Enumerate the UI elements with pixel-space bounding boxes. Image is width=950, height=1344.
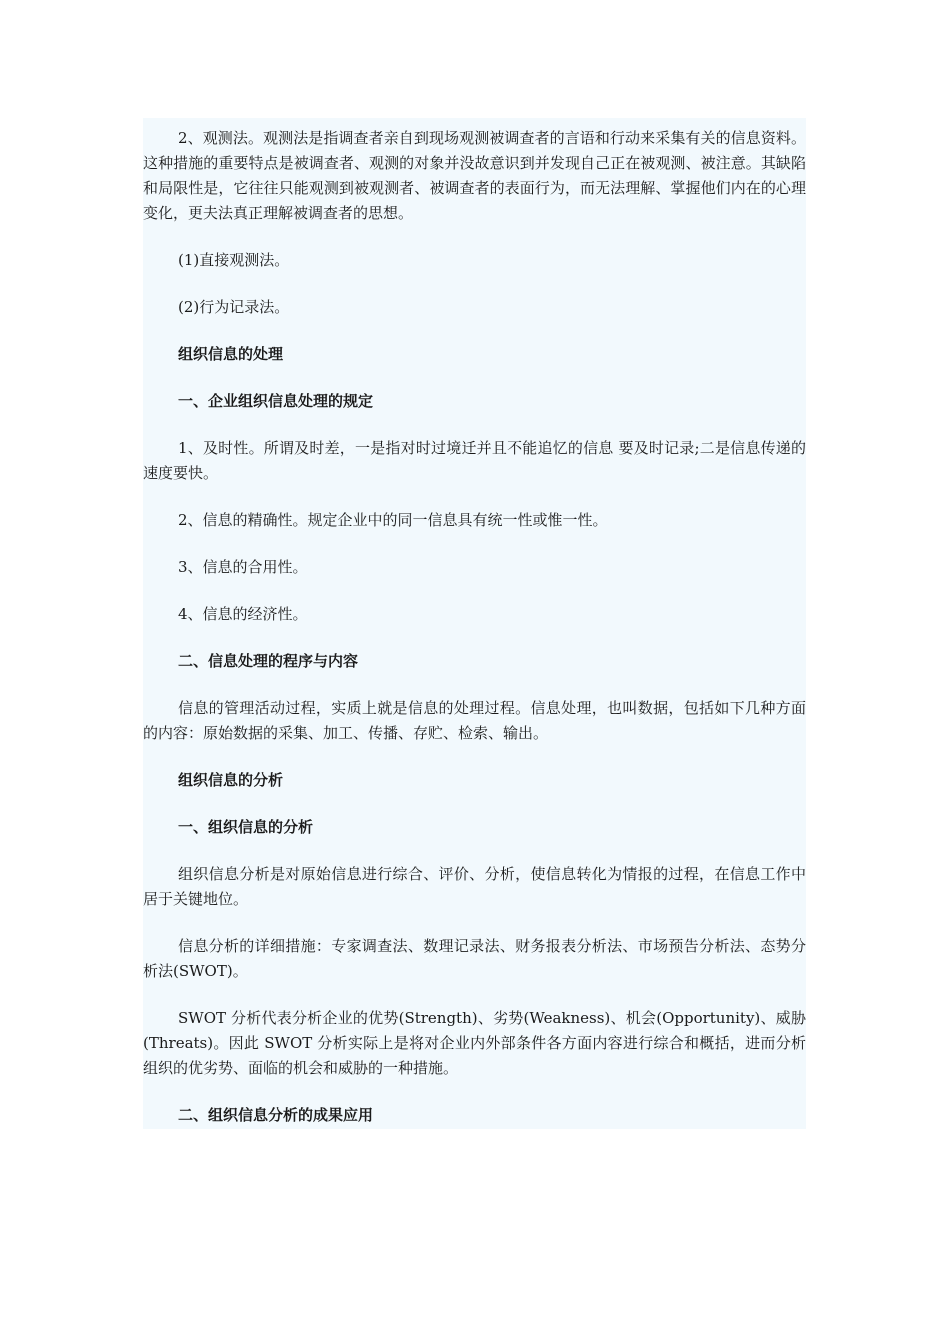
heading-info-processing: 组织信息的处理	[178, 345, 284, 363]
paragraph-analysis-methods: 信息分析的详细措施：专家调查法、数理记录法、财务报表分析法、市场预告分析法、态势分析法(SWOT)。	[143, 937, 806, 980]
heading-processing-procedure: 二、信息处理的程序与内容	[178, 652, 359, 670]
paragraph-management-process: 信息的管理活动过程，实质上就是信息的处理过程。信息处理，也叫数据，包括如下几种方面的内容：原始数据的采集、加工、传播、存贮、检索、输出。	[143, 699, 806, 742]
paragraph-swot: SWOT 分析代表分析企业的优势(Strength)、劣势(Weakness)、机会(Opportunity)、威胁(Threats)。因此 SWOT 分析实际上是将对企业内外部条件各方面内容进行综合和概括，进而分析组织的优劣势、面临的机会和威胁的一种措施。	[143, 1009, 806, 1077]
paragraph-behavior-recording: (2)行为记录法。	[178, 298, 290, 316]
paragraph-observation-method: 2、观测法。观测法是指调查者亲自到现场观测被调查者的言语和行动来采集有关的信息资料。这种措施的重要特点是被调查者、观测的对象并没故意识到并发现自己正在被观测、被注意。其缺陷和局限性是，它往往只能观测到被观测者、被调查者的表面行为，而无法理解、掌握他们内在的心理变化，更夫法真正理解被调查者的思想。	[143, 129, 806, 222]
document-text-block	[143, 118, 806, 1129]
paragraph-analysis-definition: 组织信息分析是对原始信息进行综合、评价、分析，使信息转化为情报的过程，在信息工作中居于关键地位。	[143, 865, 806, 908]
heading-analysis-application: 二、组织信息分析的成果应用	[178, 1106, 374, 1124]
paragraph-applicability: 3、信息的合用性。	[178, 558, 308, 576]
paragraph-accuracy: 2、信息的精确性。规定企业中的同一信息具有统一性或惟一性。	[178, 511, 608, 529]
heading-processing-requirements: 一、企业组织信息处理的规定	[178, 392, 374, 410]
paragraph-economy: 4、信息的经济性。	[178, 605, 308, 623]
heading-analysis-section-one: 一、组织信息的分析	[178, 818, 314, 836]
paragraph-timeliness: 1、及时性。所谓及时差，一是指对时过境迁并且不能追忆的信息 要及时记录;二是信息传递的速度要快。	[143, 439, 806, 482]
paragraph-direct-observation: (1)直接观测法。	[178, 251, 290, 269]
heading-info-analysis: 组织信息的分析	[178, 771, 284, 789]
